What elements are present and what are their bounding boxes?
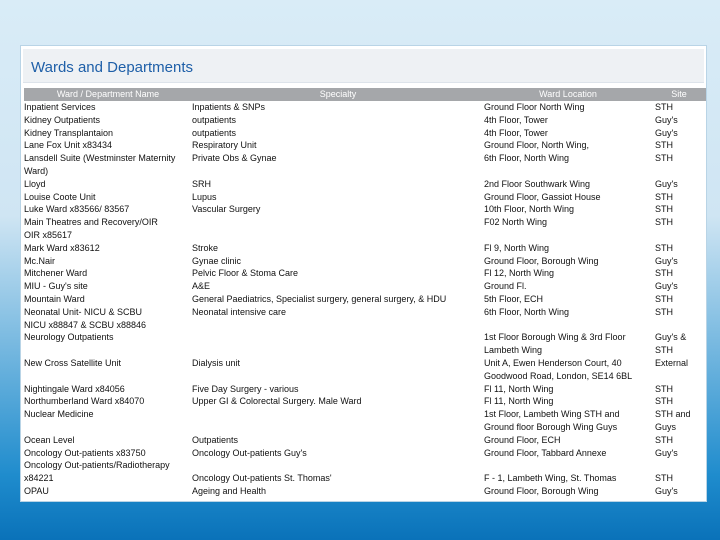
cell-location: Unit A, Ewen Henderson Court, 40 Goodwood Road, London, SE14 6BL	[484, 357, 633, 381]
cell-site: STH Guy's STH Guy's	[655, 434, 678, 496]
cell-ward: Inpatient Services Kidney Outpatients Kidney Transplantaion Lane Fox Unit x83434 Lansdell Suite (Westminster Maternity Ward) Lloyd Louise Coote Unit Luke Ward x83566/ 83567 Main Theatres and Recovery/OIR OIR x85617	[24, 102, 176, 240]
cell-location: Ground Floor North Wing 4th Floor, Tower 4th Floor, Tower Ground Floor, North Wing, 6th Floor, North Wing 2nd Floor Southwark Wing Ground Floor, Gassiot House 10th Floor, North Wing F02 North Wing	[484, 102, 601, 228]
column-header-specialty: Specialty	[192, 88, 484, 101]
page-title: Wards and Departments	[31, 59, 194, 76]
table-row	[24, 101, 706, 242]
cell-site: External	[655, 357, 689, 368]
table-row	[24, 434, 706, 498]
cell-location: Ground Floor, ECH Ground Floor, Tabbard Annexe F - 1, Lambeth Wing, St. Thomas Ground Floor, Borough Wing	[484, 434, 617, 496]
slide-panel	[20, 45, 707, 502]
wards-table	[24, 88, 706, 498]
cell-ward: Ocean Level Oncology Out-patients x83750 Oncology Out-patients/Radiotherapy x84221 OPAU	[24, 434, 170, 496]
cell-specialty: Stroke Gynae clinic Pelvic Floor & Stoma Care A&E General Paediatrics, Specialist surgery, general surgery, & HDU Neonatal intensive care	[192, 242, 447, 317]
cell-location: Fl 9, North Wing Ground Floor, Borough Wing Fl 12, North Wing Ground Fl. 5th Floor, ECH 6th Floor, North Wing 1st Floor Borough Wing & 3rd Floor Lambeth Wing	[484, 242, 626, 356]
cell-site: STH Guy's Guy's STH STH Guy's STH STH STH	[655, 102, 678, 228]
cell-specialty: Outpatients Oncology Out-patients Guy's Oncology Out-patients St. Thomas' Ageing and Health	[192, 434, 332, 496]
cell-specialty: Five Day Surgery - various Upper GI & Colorectal Surgery. Male Ward	[192, 383, 362, 407]
table-row	[24, 357, 706, 383]
cell-specialty: Inpatients & SNPs outpatients outpatients Respiratory Unit Private Obs & Gynae SRH Lupus Vascular Surgery	[192, 102, 277, 215]
cell-ward: Mark Ward x83612 Mc.Nair Mitchener Ward MIU - Guy's site Mountain Ward Neonatal Unit- NICU & SCBU NICU x88847 & SCBU x88846 Neurology Outpatients	[24, 242, 147, 343]
cell-location: Fl 11, North Wing Fl 11, North Wing 1st Floor, Lambeth Wing STH and Ground floor Borough Wing Guys	[484, 383, 620, 432]
table-row	[24, 242, 706, 357]
cell-ward: Nightingale Ward x84056 Northumberland Ward x84070 Nuclear Medicine	[24, 383, 145, 420]
table-row	[24, 383, 706, 434]
column-header-location: Ward Location	[484, 88, 652, 101]
cell-ward: New Cross Satellite Unit	[24, 357, 122, 368]
cell-site: STH STH STH and Guys	[655, 383, 691, 432]
cell-specialty: Dialysis unit	[192, 357, 241, 368]
cell-site: STH Guy's STH Guy's STH STH Guy's & STH	[655, 242, 687, 356]
column-header-site: Site	[652, 88, 706, 101]
column-header-ward: Ward / Department Name	[24, 88, 192, 101]
table-header-row	[24, 88, 706, 101]
title-bar	[23, 49, 704, 83]
